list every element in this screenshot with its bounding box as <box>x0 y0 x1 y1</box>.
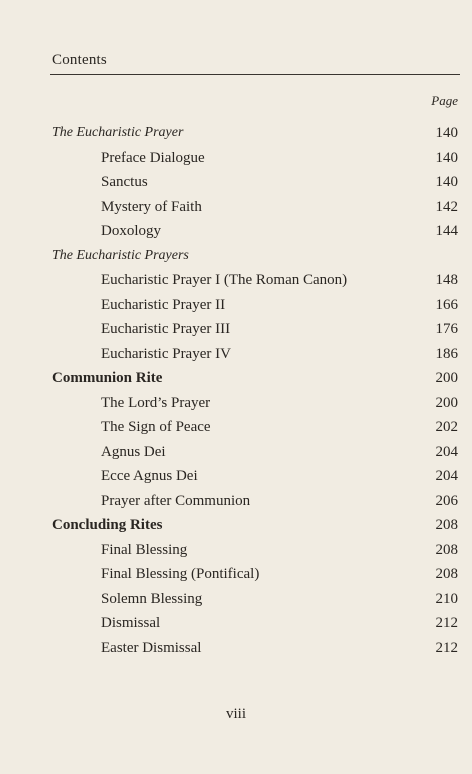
toc-entry <box>0 489 472 514</box>
toc-entry-title: Eucharistic Prayer I (The Roman Canon) <box>101 272 348 288</box>
toc-entry-title: Communion Rite <box>52 370 163 386</box>
toc-entry-title: Concluding Rites <box>52 517 163 533</box>
toc-entry-title: Dismissal <box>101 615 161 631</box>
toc-entry <box>0 611 472 636</box>
toc-entry-title: Solemn Blessing <box>101 590 203 607</box>
toc-entry-title: The Eucharistic Prayers <box>52 247 189 263</box>
toc-entry-title: Easter Dismissal <box>101 639 202 656</box>
toc-entry-title: Final Blessing <box>101 541 188 558</box>
toc-entry-page: 202 <box>435 419 458 435</box>
toc-entry <box>0 219 472 244</box>
toc-entry <box>0 391 472 416</box>
toc-section-heading <box>0 366 472 391</box>
toc-entry-page: 166 <box>435 296 458 313</box>
toc-entry-page: 142 <box>435 198 458 215</box>
toc-entry <box>0 342 472 367</box>
toc-entry-title: Doxology <box>101 223 161 239</box>
toc-entry-page: 212 <box>435 615 458 631</box>
toc-entry-title: Ecce Agnus Dei <box>101 468 198 484</box>
toc-entry-page: 204 <box>435 468 458 484</box>
toc-entry-title: Prayer after Communion <box>101 492 251 509</box>
toc-entry <box>0 440 472 465</box>
table-of-contents <box>0 121 472 660</box>
toc-entry <box>0 538 472 563</box>
toc-entry-title: Mystery of Faith <box>101 198 202 215</box>
toc-entry-page: 140 <box>435 149 458 166</box>
toc-entry <box>0 268 472 293</box>
toc-entry <box>0 293 472 318</box>
toc-entry-title: Preface Dialogue <box>101 149 205 166</box>
toc-entry-page: 208 <box>435 566 458 582</box>
toc-entry <box>0 464 472 489</box>
toc-entry-title: Eucharistic Prayer II <box>101 296 226 313</box>
toc-entry-page: 200 <box>435 370 458 386</box>
toc-entry <box>0 636 472 661</box>
toc-entry <box>0 195 472 220</box>
toc-entry-title: The Sign of Peace <box>101 419 211 435</box>
header-rule <box>50 74 460 75</box>
toc-entry-page: 140 <box>435 125 458 141</box>
toc-entry-title: The Lord’s Prayer <box>101 394 211 411</box>
toc-entry-title: Agnus Dei <box>101 443 166 460</box>
page-number: viii <box>225 706 246 722</box>
running-head-title: Contents <box>52 52 107 68</box>
toc-entry-page: 208 <box>435 517 458 533</box>
toc-entry-page: 186 <box>435 345 458 362</box>
toc-entry-page: 208 <box>435 541 458 558</box>
toc-entry-page: 200 <box>435 394 458 411</box>
toc-entry <box>0 317 472 342</box>
toc-entry-title: The Eucharistic Prayer <box>52 125 184 140</box>
toc-entry-title: Final Blessing (Pontifical) <box>101 566 260 582</box>
toc-entry-title: Eucharistic Prayer III <box>101 321 231 337</box>
toc-entry-page: 140 <box>435 174 458 190</box>
toc-entry <box>0 146 472 171</box>
toc-entry-page: 148 <box>435 272 458 288</box>
toc-entry <box>0 415 472 440</box>
toc-entry <box>0 562 472 587</box>
toc-section-heading <box>0 121 472 146</box>
toc-entry-title: Sanctus <box>101 174 148 190</box>
toc-entry-page: 144 <box>435 223 458 239</box>
toc-section-heading <box>0 244 472 269</box>
toc-entry-page: 204 <box>435 443 458 460</box>
toc-entry <box>0 587 472 612</box>
toc-entry-page: 210 <box>435 590 458 607</box>
toc-entry-page: 212 <box>435 639 458 656</box>
toc-entry-page: 206 <box>435 492 458 509</box>
toc-entry-page: 176 <box>435 321 458 337</box>
toc-entry <box>0 170 472 195</box>
toc-entry-title: Eucharistic Prayer IV <box>101 345 231 362</box>
page-column-label: Page <box>431 93 458 108</box>
toc-section-heading <box>0 513 472 538</box>
